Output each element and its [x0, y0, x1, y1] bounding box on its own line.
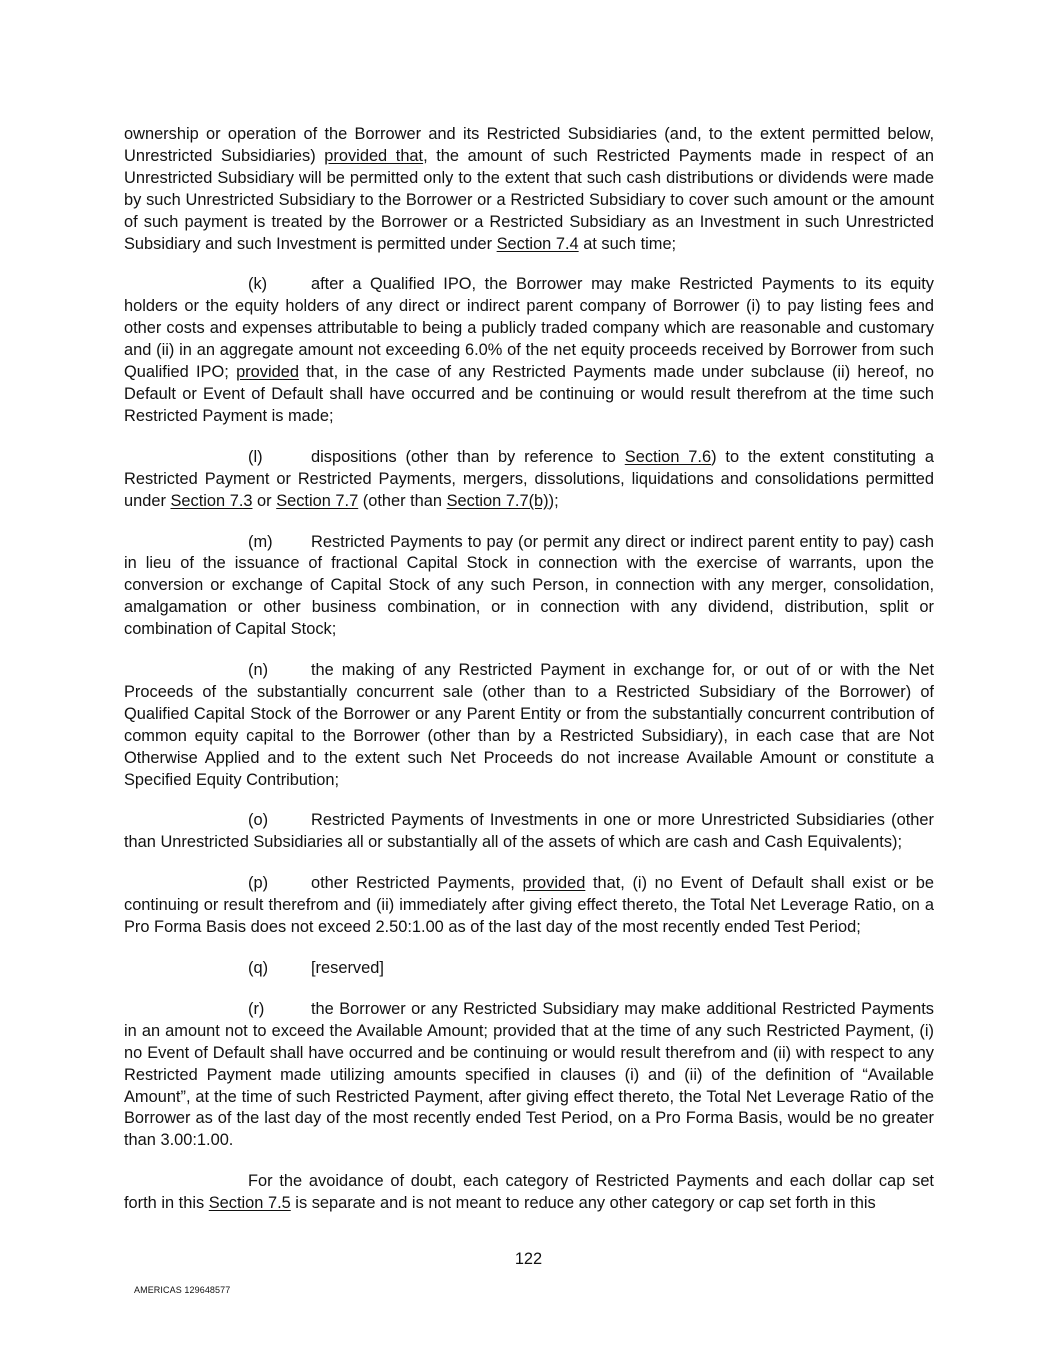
underlined-term: provided — [236, 363, 299, 382]
clause-label: (n) — [248, 661, 269, 680]
paragraph-o — [124, 810, 934, 854]
paragraph-m — [124, 532, 934, 642]
paragraph-p — [124, 873, 934, 939]
paragraph-l — [124, 447, 934, 513]
text: or — [252, 491, 277, 510]
text: other Restricted Payments, — [311, 874, 523, 893]
paragraph-q — [124, 958, 934, 980]
paragraph-final — [124, 1171, 934, 1215]
paragraph-k — [124, 274, 934, 427]
text: Restricted Payments of Investments in one or more Unrestricted Subsidiaries (other than Unrestricted Subsidiaries all or substantially all of the assets of which are cash and Cash Equivalents); — [124, 811, 934, 852]
text: is separate and is not meant to reduce any other category or cap set forth in this — [290, 1194, 876, 1213]
section-reference: Section 7.5 — [208, 1194, 291, 1213]
text: the making of any Restricted Payment in exchange for, or out of or with the Net Proceeds of the substantially concurrent sale (other than to a Restricted Subsidiary of the Borrower) of Qualified Capital Stock of the Borrower or any Parent Entity or from the substantially concurrent contribution of common equity capital to the Borrower (other than by a Restricted Subsidiary), in each case that are Not Otherwise Applied and to the extent such Net Proceeds do not increase Available Amount or constitute a Specified Equity Contribution; — [124, 661, 934, 789]
paragraph-r — [124, 999, 934, 1152]
page-number: 122 — [514, 1250, 543, 1268]
text: [reserved] — [311, 959, 384, 977]
text: at such time; — [578, 234, 677, 253]
paragraph-n — [124, 660, 934, 791]
text: ownership or operation of the Borrower and its Restricted Subsidiaries (and, to the extent permitted below, Unrestricted Subsidiaries) — [124, 125, 934, 165]
text: (other than — [358, 491, 447, 510]
clause-label: (p) — [248, 874, 269, 893]
text: Restricted Payments to pay (or permit any direct or indirect parent entity to pay) cash in lieu of the issuance of fractional Capital Stock in connection with the exercise of warrants, upon the conversion or exchange of Capital Stock of any such Person, in connection with any merger, consolidation, amalgamation or other business combination, or in connection with any dividend, distribution, split or combination of Capital Stock; — [124, 532, 934, 639]
section-reference: Section 7.7 — [276, 491, 359, 510]
document-body — [124, 124, 934, 1234]
text: after a Qualified IPO, the Borrower may make Restricted Payments to its equity holders or the equity holders of any direct or indirect parent company of Borrower (i) to pay listing fees and other costs and expenses attributable to being a publicly traded company which are reasonable and customary and (ii) in an aggregate amount not exceeding 6.0% of the net equity proceeds received by Borrower from such Qualified IPO; — [124, 275, 934, 382]
clause-label: (l) — [248, 447, 263, 466]
text: the Borrower or any Restricted Subsidiary may make additional Restricted Payments in an amount not to exceed the Available Amount; provided that at the time of any such Restricted Payment, (i) no Event of Default shall have occurred and be continuing or would result therefrom and (ii) with respect to any Restricted Payment made utilizing amounts specified in clauses (i) and (ii) of the definition of “Available Amount”, at the time of such Restricted Payment, after giving effect thereto, the Total Net Leverage Ratio of the Borrower as of the last day of the most recently ended Test Period, on a Pro Forma Basis, would be no greater than 3.00:1.00. — [124, 999, 934, 1150]
text: that, (i) no Event of Default shall exist or be continuing or result therefrom and (ii) immediately after giving effect thereto, the Total Net Leverage Ratio, on a Pro Forma Basis does not exceed 2.50:1.00 as of the last day of the most recently ended Test Period; — [124, 874, 935, 937]
clause-label: (k) — [248, 275, 268, 294]
text: , the amount of such Restricted Payments made in respect of an Unrestricted Subsidiary will be permitted only to the extent that such cash distributions or dividends were made by such Unrestricted Subsidiary to the Borrower or a Restricted Subsidiary to cover such amount or the amount of such payment is treated by the Borrower or a Restricted Subsidiary as an Investment in such Unrestricted Subsidiary and such Investment is permitted under — [124, 146, 934, 253]
underlined-term: provided that — [324, 146, 424, 165]
text: dispositions (other than by reference to — [311, 447, 625, 466]
underlined-term: provided — [522, 874, 586, 893]
section-reference: Section 7.7(b) — [446, 491, 549, 510]
section-reference: Section 7.6 — [624, 447, 712, 466]
clause-label: (o) — [248, 811, 269, 830]
section-reference: Section 7.3 — [170, 491, 253, 510]
document-id: AMERICAS 129648577 — [134, 1285, 231, 1295]
text: For the avoidance of doubt, each category of Restricted Payments and each dollar cap set forth in this — [124, 1172, 934, 1213]
text: ); — [548, 491, 559, 510]
text: ) to the extent constituting a Restricted Payment or Restricted Payments, mergers, dissolutions, liquidations and consolidations permitted under — [124, 447, 934, 510]
paragraph-j-continuation — [124, 124, 934, 255]
section-reference: Section 7.4 — [496, 234, 579, 253]
text: that, in the case of any Restricted Payments made under subclause (ii) hereof, no Default or Event of Default shall have occurred and be continuing or would result therefrom at the time such Restricted Payment is made; — [124, 363, 934, 425]
clause-label: (r) — [248, 999, 265, 1018]
clause-label: (q) — [248, 959, 269, 977]
clause-label: (m) — [248, 532, 273, 551]
